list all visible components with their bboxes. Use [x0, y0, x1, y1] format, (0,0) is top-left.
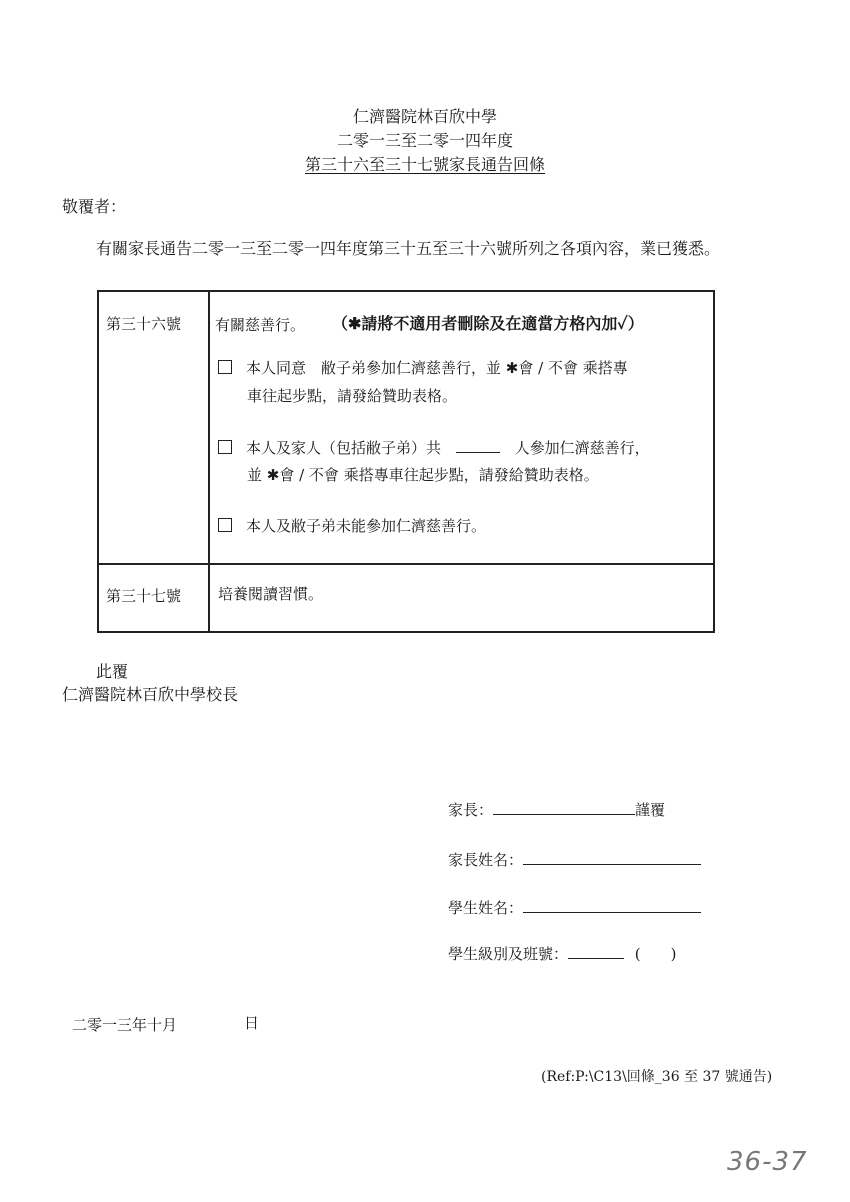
- option1: [218, 357, 628, 378]
- table-column-divider: [208, 290, 210, 633]
- row2-subject: 培養閱讀習慣。: [218, 585, 324, 603]
- student-name: [448, 897, 701, 918]
- option2: [218, 437, 650, 458]
- school-year: 二零一三至二零一四年度: [336, 131, 513, 150]
- school-name: 仁濟醫院林百欣中學: [352, 107, 497, 126]
- table-right-border: [713, 290, 715, 633]
- option1-text: 本人同意 敝子弟參加仁濟慈善行，並 ✱會 / 不會 乘搭專: [246, 359, 628, 377]
- student-class: [448, 943, 677, 964]
- table-top-border: [97, 290, 714, 292]
- option3-checkbox[interactable]: [218, 518, 232, 532]
- option3: [218, 515, 486, 536]
- date-day: 日: [244, 1014, 260, 1032]
- parent-signature: [448, 799, 665, 820]
- closing-ci-fu: 此覆: [96, 662, 129, 681]
- parent-signature-line[interactable]: [493, 800, 635, 815]
- class-number-paren: ( ): [634, 945, 677, 963]
- row1-instruction: （✱請將不適用者刪除及在適當方格內加✓）: [332, 314, 644, 333]
- intro-text: 有關家長通告二零一三至二零一四年度第三十五至三十六號所列之各項內容，業已獲悉。: [96, 239, 721, 258]
- parent-suffix: 謹覆: [635, 801, 666, 819]
- class-line[interactable]: [568, 944, 624, 959]
- parent-name: [448, 849, 701, 870]
- table-row-divider: [97, 563, 714, 565]
- row1-label: 第三十六號: [106, 315, 182, 333]
- date-year-month: 二零一三年十月: [72, 1016, 178, 1034]
- option2-checkbox[interactable]: [218, 440, 232, 454]
- option2-line2: 並 ✱會 / 不會 乘搭專車往起步點，請發給贊助表格。: [247, 466, 599, 484]
- option1-line2: 車往起步點，請發給贊助表格。: [247, 387, 458, 405]
- parent-name-line[interactable]: [523, 850, 701, 865]
- page-title-text: 第三十六至三十七號家長通告回條: [304, 155, 545, 174]
- page-title: [0, 152, 850, 175]
- option2-count-blank[interactable]: [456, 438, 500, 453]
- student-name-line[interactable]: [523, 898, 701, 913]
- row2-label: 第三十七號: [106, 587, 182, 605]
- reference-code: (Ref:P:\C13\回條_36 至 37 號通告): [541, 1069, 773, 1085]
- table-left-border: [97, 290, 99, 633]
- option2-text-b: 人參加仁濟慈善行，: [514, 439, 650, 457]
- table-bottom-border: [97, 631, 714, 633]
- option2-text-a: 本人及家人（包括敝子弟）共: [246, 439, 442, 457]
- handwritten-note: 36-37: [727, 1147, 808, 1177]
- option3-text: 本人及敝子弟未能參加仁濟慈善行。: [246, 517, 487, 535]
- parent-label: 家長：: [448, 801, 494, 819]
- class-label: 學生級別及班號：: [448, 945, 569, 963]
- salutation: 敬覆者：: [62, 197, 127, 216]
- parent-name-label: 家長姓名：: [448, 851, 524, 869]
- closing-addressee: 仁濟醫院林百欣中學校長: [62, 685, 239, 704]
- option1-checkbox[interactable]: [218, 360, 232, 374]
- student-name-label: 學生姓名：: [448, 899, 524, 917]
- row1-subject: 有關慈善行。: [215, 316, 306, 334]
